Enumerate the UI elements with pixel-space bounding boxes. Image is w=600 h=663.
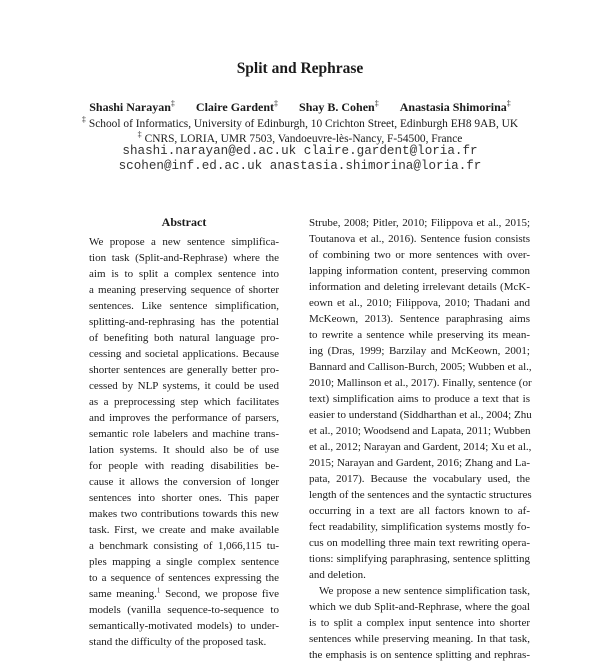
author-4-name: Anastasia Shimorina [399, 100, 507, 114]
abstract-line: tion task (Split-and-Rephrase) where the [89, 252, 279, 264]
author-1-mark: ‡ [170, 99, 175, 108]
abstract-line: models (vanilla sequence-to-sequence to [89, 604, 279, 616]
abstract-line: ples mapping a single complex sentence [89, 556, 279, 568]
body-line: 2010; Mallinson et al., 2017). Finally, sentence (or [309, 377, 532, 389]
body-line: and deletion. [309, 569, 366, 581]
paper-title: Split and Rephrase [236, 60, 364, 77]
affiliation-2-text: CNRS, LORIA, UMR 7503, Vandoeuvre-lès-Nancy, F-54500, France [144, 132, 463, 145]
abstract-line: task. First, we create and make available [89, 524, 279, 536]
abstract-line: semantic role labelers and machine trans- [89, 428, 279, 440]
body-line: lapping information content, preserving common [309, 265, 530, 277]
body-line: McKeown, 2013). Sentence paraphrasing aims [309, 313, 530, 325]
emails-line-1: shashi.narayan@ed.ac.uk claire.gardent@loria.fr [122, 144, 478, 158]
author-3-mark: ‡ [374, 99, 379, 108]
body-line: which we dub Split-and-Rephrase, where the goal [309, 601, 530, 613]
body-line: Bannard and Callison-Burch, 2005; Wubben et al., [309, 361, 532, 373]
abstract-line: and improves the performance of parsers, [89, 412, 279, 424]
body-line: eown et al., 2010; Filippova, 2010; Thadani and [309, 297, 530, 309]
abstract-line: semantically-motivated models) to under- [89, 620, 279, 632]
author-3 [299, 100, 379, 114]
abstract-heading: Abstract [161, 215, 207, 229]
abstract-line: for people with reading disabilities be- [89, 460, 279, 472]
abstract-line: sentences. Like sentence simplification, [89, 300, 279, 312]
abstract-line: cause it allows the conversion of longer [89, 476, 279, 488]
body-line: to rewrite a sentence while preserving its mean- [309, 329, 530, 341]
body-line: easier to understand (Siddharthan et al., 2004; Zhu [309, 409, 532, 421]
author-2-name: Claire Gardent [195, 100, 275, 114]
affiliation-1-text: School of Informatics, University of Edinburgh, 10 Crichton Street, Edinburgh EH8 9AB, UK [88, 117, 519, 130]
affiliation-2-mark: ‡ [137, 130, 142, 139]
abstract-line: sentences into shorter ones. This paper [89, 492, 279, 504]
author-4-mark: ‡ [506, 99, 511, 108]
body-line: is to split a complex input sentence into shorter [309, 617, 530, 629]
abstract-line: a benchmark consisting of 1,066,115 tu- [89, 540, 279, 552]
author-2-mark: ‡ [274, 99, 279, 108]
abstract-line: shorter sentences are generally better pro- [89, 364, 279, 376]
author-1 [89, 100, 175, 114]
author-3-name: Shay B. Cohen [299, 100, 375, 114]
abstract-line: lation systems. It should also be of use [89, 444, 279, 456]
abstract-line: stand the difficulty of the proposed task. [89, 636, 267, 648]
affiliation-1-mark: ‡ [81, 115, 86, 124]
abstract-line: as a preprocessing step which facilitates [89, 396, 279, 408]
abstract-line: makes two contributions towards this new [89, 508, 279, 520]
body-line: of combining two or more sentences with over- [309, 249, 530, 261]
body-line: information and deleting irrelevant details (McK- [309, 281, 530, 293]
body-line: We propose a new sentence simplification task, [319, 585, 530, 597]
abstract-line: to a sequence of sentences expressing the [89, 572, 279, 584]
abstract-line: cessed by NLP systems, it could be used [89, 380, 279, 392]
body-line: et al., 2012; Narayan and Gardent, 2014; Xu et al., [309, 441, 532, 453]
body-line: the emphasis is on sentence splitting and rephras- [309, 649, 530, 661]
affiliation-2 [0, 130, 600, 145]
body-line: tions: simplifying paraphrasing, sentence splitting [309, 553, 530, 565]
affiliation-1 [0, 115, 600, 130]
abstract-line-start: same meaning. [89, 588, 157, 600]
body-line: cus on modelling three main text rewriting opera- [309, 537, 530, 549]
abstract-line: a meaning preserving sequence of shorter [89, 284, 279, 296]
body-line: text) simplification aims to produce a text that is [309, 393, 530, 405]
body-line: et al., 2010; Woodsend and Lapata, 2011; Wubben [309, 425, 531, 437]
abstract-line: aim is to split a complex sentence into [89, 268, 279, 280]
abstract-line: cessing and societal applications. Because [89, 348, 279, 360]
author-4 [400, 100, 511, 114]
abstract-line: of benefiting both natural language pro- [89, 332, 279, 344]
body-line: ing (Dras, 1999; Barzilay and McKeown, 2001; [309, 345, 530, 357]
author-1-name: Shashi Narayan [89, 100, 171, 114]
body-line: pata, 2017). Because the vocabulary used, the [309, 473, 530, 485]
abstract-body [89, 234, 279, 650]
body-line: sentences while preserving meaning. In that task, [309, 633, 530, 645]
author-2 [196, 100, 278, 114]
abstract-line: We propose a new sentence simplifica- [89, 236, 279, 248]
body-line: Strube, 2008; Pitler, 2010; Filippova et al., 2015; [309, 217, 530, 229]
author-list [0, 99, 600, 115]
intro-body [309, 215, 530, 663]
abstract-line-end: Second, we propose five [160, 588, 279, 600]
body-line: Toutanova et al., 2016). Sentence fusion consists [309, 233, 530, 245]
abstract-line: splitting-and-rephrasing has the potential [89, 316, 279, 328]
body-line: length of the sentences and the syntactic structures [309, 489, 532, 501]
emails-line-2: scohen@inf.ed.ac.uk anastasia.shimorina@loria.fr [118, 159, 482, 173]
body-line: occurring in a text are all factors known to af- [309, 505, 530, 517]
body-line: 2015; Narayan and Gardent, 2016; Zhang and La- [309, 457, 530, 469]
footnote-marker: 1 [156, 586, 161, 595]
body-line: fect readability, simplification systems mostly fo- [309, 521, 530, 533]
